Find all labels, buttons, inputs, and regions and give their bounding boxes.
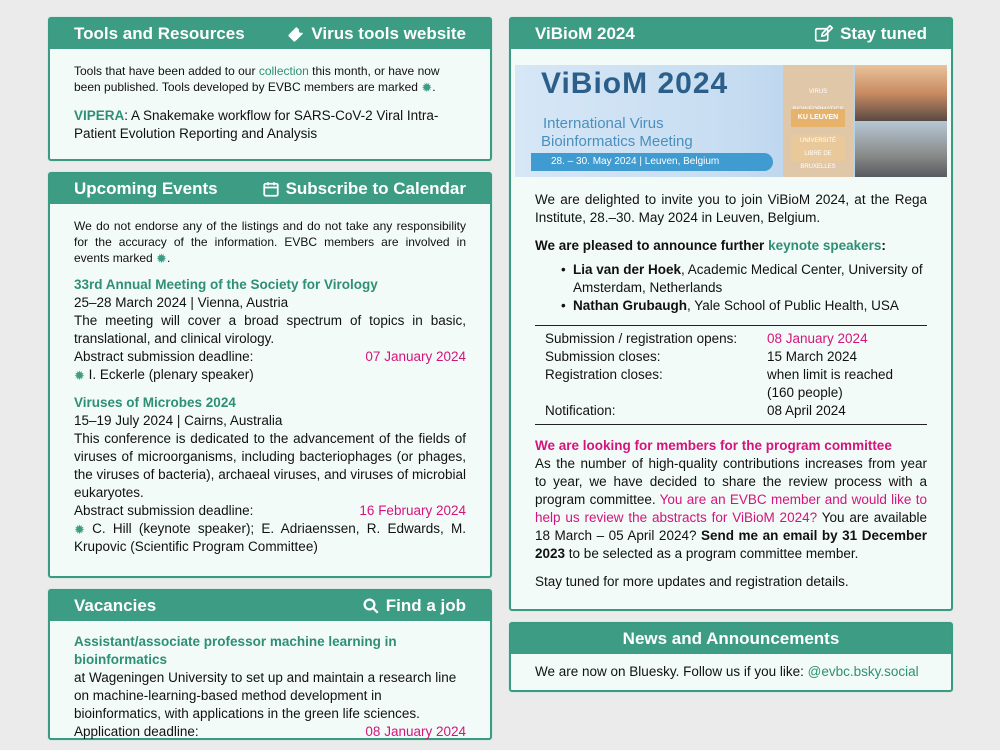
table-row: Submission / registration opens: 08 January 2024 [545, 331, 868, 346]
news-header [511, 624, 951, 654]
speaker-item: • Lia van der Hoek, Academic Medical Center, University of Amsterdam, Netherlands [561, 261, 927, 297]
virus-tools-label: Virus tools website [311, 24, 466, 43]
vipera-link[interactable]: VIPERA [74, 108, 125, 123]
stay-tuned-text: Stay tuned for more updates and registration details. [535, 574, 849, 589]
vacancies-header [50, 591, 490, 621]
event-item [74, 394, 466, 556]
events-disclaimer: We do not endorse any of the listings and do not take any responsibility for the accuracy of the information. EVBC members are involved in events marked ✹. [74, 219, 466, 266]
event-title[interactable]: 33rd Annual Meeting of the Society for Virology [74, 277, 378, 292]
wrench-icon [287, 25, 305, 43]
vibiom-header [511, 19, 951, 49]
search-icon [362, 597, 380, 615]
stay-tuned-link[interactable] [814, 24, 927, 44]
event-description: The meeting will cover a broad spectrum of topics in basic, translational, and clinical virology. [74, 313, 466, 346]
event-title[interactable]: Viruses of Microbes 2024 [74, 395, 236, 410]
vibiom-banner[interactable] [515, 65, 947, 177]
news-panel [509, 622, 953, 692]
table-row: Notification: 08 April 2024 [545, 403, 846, 418]
news-text: We are now on Bluesky. Follow us if you like: @evbc.bsky.social [535, 664, 919, 679]
tools-intro: Tools that have been added to our collection this month, or have now been published. Tools developed by EVBC members are marked ✹. [74, 64, 440, 95]
tools-header [50, 19, 490, 49]
vacancies-panel [48, 589, 492, 740]
gear-icon: ✹ [156, 251, 167, 266]
speaker-list [561, 261, 927, 315]
keynote-speakers-link[interactable]: keynote speakers [768, 238, 882, 253]
banner-photo-institute [855, 121, 947, 177]
vibiom-title: ViBioM 2024 [535, 24, 635, 43]
vibiom-panel [509, 17, 953, 611]
gear-icon: ✹ [74, 522, 85, 537]
virus-tools-link[interactable] [287, 24, 466, 44]
event-description: This conference is dedicated to the advancement of the fields of viruses of microorganisms, including bacteriophages (or phages, the viruses of bacteria), archaeal viruses, and viruses of microbial eukaryotes. [74, 431, 466, 500]
stay-tuned-label: Stay tuned [840, 24, 927, 43]
edit-icon [814, 25, 834, 43]
vibiom-invite: We are delighted to invite you to join ViBioM 2024, at the Rega Institute, 28.–30. May 2024 in Leuven, Belgium. [535, 192, 927, 225]
job-description: at Wageningen University to set up and maintain a research line on machine-learning-based method development in bioinformatics, with applications in the green life sciences. [74, 670, 457, 721]
email-deadline[interactable]: Send me an email by 31 December 2023 [535, 528, 927, 561]
gear-icon: ✹ [74, 368, 85, 383]
bluesky-link[interactable]: @evbc.bsky.social [807, 664, 919, 679]
event-date-place: 15–19 July 2024 | Cairns, Australia [74, 413, 283, 428]
banner-title: ViBioM 2024 [541, 67, 729, 100]
event-deadline: Abstract submission deadline: 16 February 2024 [74, 503, 466, 518]
events-header [50, 174, 490, 204]
banner-org-label: VIRUS [808, 89, 828, 95]
find-job-link[interactable] [362, 596, 466, 616]
event-deadline: Abstract submission deadline: 07 January 2024 [74, 349, 466, 364]
event-item [74, 276, 466, 384]
banner-photo-town-hall [855, 65, 947, 121]
committee-review-link[interactable]: You are an EVBC member and would like to help us review the abstracts for ViBioM 2024? [535, 492, 927, 525]
committee-text: As the number of high-quality contributions increases from year to year, we have decided to share the review process with a program committee. You are an EVBC member and would like to help us review the abstracts for ViBioM 2024? You are available 18 March – 05 April 2024? Send me an email by 31 December 2023 to be selected as a program committee member. [535, 456, 927, 561]
speaker-item: • Nathan Grubaugh, Yale School of Public Health, USA [561, 297, 927, 315]
vacancies-title: Vacancies [74, 596, 157, 615]
event-people: ✹ C. Hill (keynote speaker); E. Adriaenssen, R. Edwards, M. Krupovic (Scientific Program Committee) [74, 521, 466, 554]
tools-title: Tools and Resources [74, 24, 245, 43]
committee-heading: We are looking for members for the program committee [535, 438, 892, 453]
ku-leuven-logo: KU LEUVEN [791, 109, 845, 127]
job-title[interactable]: Assistant/associate professor machine learning in bioinformatics [74, 634, 397, 667]
find-job-label: Find a job [385, 596, 466, 615]
subscribe-calendar-label: Subscribe to Calendar [285, 179, 466, 198]
ulb-logo: UNIVERSITÉ LIBRE DE BRUXELLES [791, 135, 845, 161]
gear-icon: ✹ [421, 80, 433, 95]
tool-entry: VIPERA: A Snakemake workflow for SARS-CoV-2 Viral Intra-Patient Evolution Reporting and Analysis [74, 108, 439, 141]
events-title: Upcoming Events [74, 179, 218, 198]
calendar-icon [262, 180, 280, 198]
table-row: Submission closes: 15 March 2024 [545, 349, 858, 364]
vibiom-announce: We are pleased to announce further keynote speakers: [535, 238, 886, 253]
important-dates-table [535, 325, 927, 425]
banner-dateline: 28. – 30. May 2024 | Leuven, Belgium [531, 153, 773, 171]
job-deadline: Application deadline: 08 January 2024 [74, 724, 466, 739]
tools-panel [48, 17, 492, 161]
event-people: ✹ I. Eckerle (plenary speaker) [74, 367, 254, 383]
collection-link[interactable]: collection [258, 64, 309, 78]
table-row: Registration closes: when limit is reached (160 people) [545, 367, 894, 400]
subscribe-calendar-link[interactable] [262, 179, 466, 199]
news-title: News and Announcements [622, 629, 840, 648]
banner-subtitle-2: Bioinformatics Meeting [541, 133, 693, 150]
event-date-place: 25–28 March 2024 | Vienna, Austria [74, 295, 289, 310]
events-panel [48, 172, 492, 578]
banner-subtitle-1: International Virus [543, 115, 664, 132]
